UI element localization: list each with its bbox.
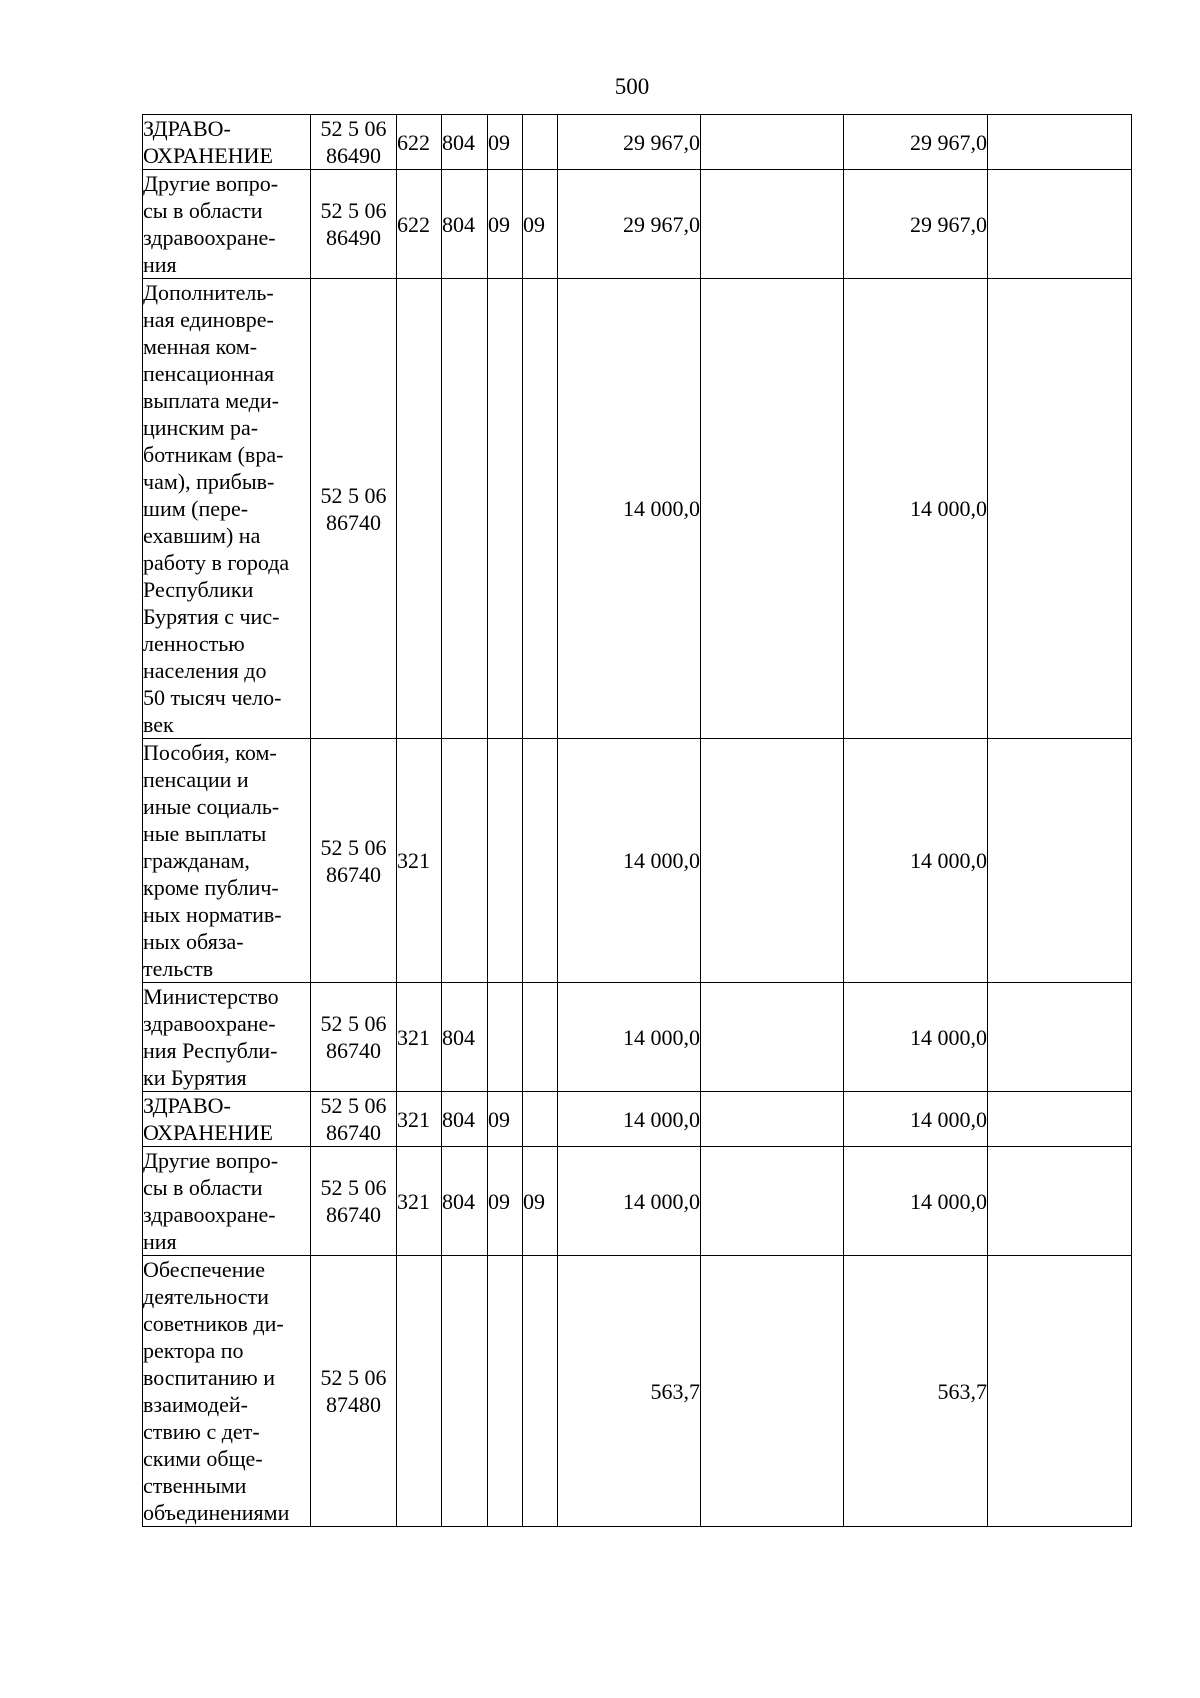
budget-table bbox=[142, 114, 1132, 1527]
amount-cell-4 bbox=[988, 739, 1132, 983]
amount-cell-3: 29 967,0 bbox=[844, 170, 988, 279]
subsection-cell bbox=[523, 1092, 558, 1147]
grbs-cell bbox=[442, 1256, 488, 1527]
amount-cell-3: 14 000,0 bbox=[844, 1092, 988, 1147]
row-name-cell: ЗДРАВО- ОХРАНЕНИЕ bbox=[143, 1092, 311, 1147]
amount-cell-3: 14 000,0 bbox=[844, 983, 988, 1092]
amount-cell-2 bbox=[701, 279, 844, 739]
table-row bbox=[143, 279, 1132, 739]
table-row bbox=[143, 983, 1132, 1092]
target-code-cell: 52 5 06 86740 bbox=[311, 1147, 397, 1256]
section-cell: 09 bbox=[488, 115, 523, 170]
grbs-cell: 804 bbox=[442, 170, 488, 279]
amount-cell-2 bbox=[701, 983, 844, 1092]
total-amount-cell: 14 000,0 bbox=[558, 983, 701, 1092]
section-cell: 09 bbox=[488, 1092, 523, 1147]
page-number: 500 bbox=[614, 74, 650, 99]
total-amount-cell: 29 967,0 bbox=[558, 115, 701, 170]
amount-cell-3: 14 000,0 bbox=[844, 279, 988, 739]
amount-cell-4 bbox=[988, 1147, 1132, 1256]
row-name-cell: Дополнитель- ная единовре- менная ком- пенсационная выплата меди- цинским ра- ботникам (вра- чам), прибыв- шим (пере- ехавшим) на работу в города Республики Бурятия с чис- ленностью населения до 50 тысяч чело- век bbox=[143, 279, 311, 739]
expense-type-cell: 321 bbox=[397, 1092, 442, 1147]
subsection-cell bbox=[523, 115, 558, 170]
subsection-cell bbox=[523, 279, 558, 739]
amount-cell-3: 14 000,0 bbox=[844, 1147, 988, 1256]
total-amount-cell: 14 000,0 bbox=[558, 1092, 701, 1147]
expense-type-cell: 321 bbox=[397, 983, 442, 1092]
amount-cell-2 bbox=[701, 739, 844, 983]
total-amount-cell: 563,7 bbox=[558, 1256, 701, 1527]
expense-type-cell: 321 bbox=[397, 739, 442, 983]
row-name-cell: Министерство здравоохране- ния Республи- ки Бурятия bbox=[143, 983, 311, 1092]
target-code-cell: 52 5 06 86490 bbox=[311, 170, 397, 279]
amount-cell-3: 563,7 bbox=[844, 1256, 988, 1527]
row-name-cell: Обеспечение деятельности советников ди- ректора по воспитанию и взаимодей- ствию с дет- скими обще- ственными объединениями bbox=[143, 1256, 311, 1527]
target-code-cell: 52 5 06 86740 bbox=[311, 279, 397, 739]
expense-type-cell: 321 bbox=[397, 1147, 442, 1256]
section-cell bbox=[488, 983, 523, 1092]
amount-cell-2 bbox=[701, 1092, 844, 1147]
total-amount-cell: 29 967,0 bbox=[558, 170, 701, 279]
grbs-cell: 804 bbox=[442, 1092, 488, 1147]
table-row bbox=[143, 1092, 1132, 1147]
table-row bbox=[143, 1147, 1132, 1256]
row-name-cell: Другие вопро- сы в области здравоохране- ния bbox=[143, 170, 311, 279]
row-name-cell: Пособия, ком- пенсации и иные социаль- ные выплаты гражданам, кроме публич- ных норматив- ных обяза- тельств bbox=[143, 739, 311, 983]
target-code-cell: 52 5 06 86740 bbox=[311, 983, 397, 1092]
subsection-cell: 09 bbox=[523, 1147, 558, 1256]
target-code-cell: 52 5 06 87480 bbox=[311, 1256, 397, 1527]
section-cell bbox=[488, 739, 523, 983]
section-cell bbox=[488, 1256, 523, 1527]
section-cell bbox=[488, 279, 523, 739]
section-cell: 09 bbox=[488, 1147, 523, 1256]
grbs-cell: 804 bbox=[442, 115, 488, 170]
row-name-cell: Другие вопро- сы в области здравоохране- ния bbox=[143, 1147, 311, 1256]
amount-cell-2 bbox=[701, 115, 844, 170]
section-cell: 09 bbox=[488, 170, 523, 279]
amount-cell-2 bbox=[701, 1147, 844, 1256]
table-row bbox=[143, 739, 1132, 983]
amount-cell-2 bbox=[701, 1256, 844, 1527]
total-amount-cell: 14 000,0 bbox=[558, 1147, 701, 1256]
expense-type-cell: 622 bbox=[397, 115, 442, 170]
table-row bbox=[143, 115, 1132, 170]
target-code-cell: 52 5 06 86740 bbox=[311, 1092, 397, 1147]
amount-cell-3: 14 000,0 bbox=[844, 739, 988, 983]
target-code-cell: 52 5 06 86490 bbox=[311, 115, 397, 170]
amount-cell-4 bbox=[988, 1256, 1132, 1527]
table-row bbox=[143, 170, 1132, 279]
amount-cell-2 bbox=[701, 170, 844, 279]
table-row bbox=[143, 1256, 1132, 1527]
expense-type-cell bbox=[397, 279, 442, 739]
grbs-cell: 804 bbox=[442, 1147, 488, 1256]
target-code-cell: 52 5 06 86740 bbox=[311, 739, 397, 983]
subsection-cell bbox=[523, 983, 558, 1092]
subsection-cell bbox=[523, 739, 558, 983]
grbs-cell bbox=[442, 279, 488, 739]
amount-cell-4 bbox=[988, 170, 1132, 279]
amount-cell-4 bbox=[988, 1092, 1132, 1147]
total-amount-cell: 14 000,0 bbox=[558, 279, 701, 739]
grbs-cell: 804 bbox=[442, 983, 488, 1092]
subsection-cell bbox=[523, 1256, 558, 1527]
row-name-cell: ЗДРАВО- ОХРАНЕНИЕ bbox=[143, 115, 311, 170]
total-amount-cell: 14 000,0 bbox=[558, 739, 701, 983]
amount-cell-4 bbox=[988, 279, 1132, 739]
expense-type-cell bbox=[397, 1256, 442, 1527]
grbs-cell bbox=[442, 739, 488, 983]
amount-cell-4 bbox=[988, 983, 1132, 1092]
table-body bbox=[143, 115, 1132, 1527]
expense-type-cell: 622 bbox=[397, 170, 442, 279]
amount-cell-3: 29 967,0 bbox=[844, 115, 988, 170]
subsection-cell: 09 bbox=[523, 170, 558, 279]
amount-cell-4 bbox=[988, 115, 1132, 170]
